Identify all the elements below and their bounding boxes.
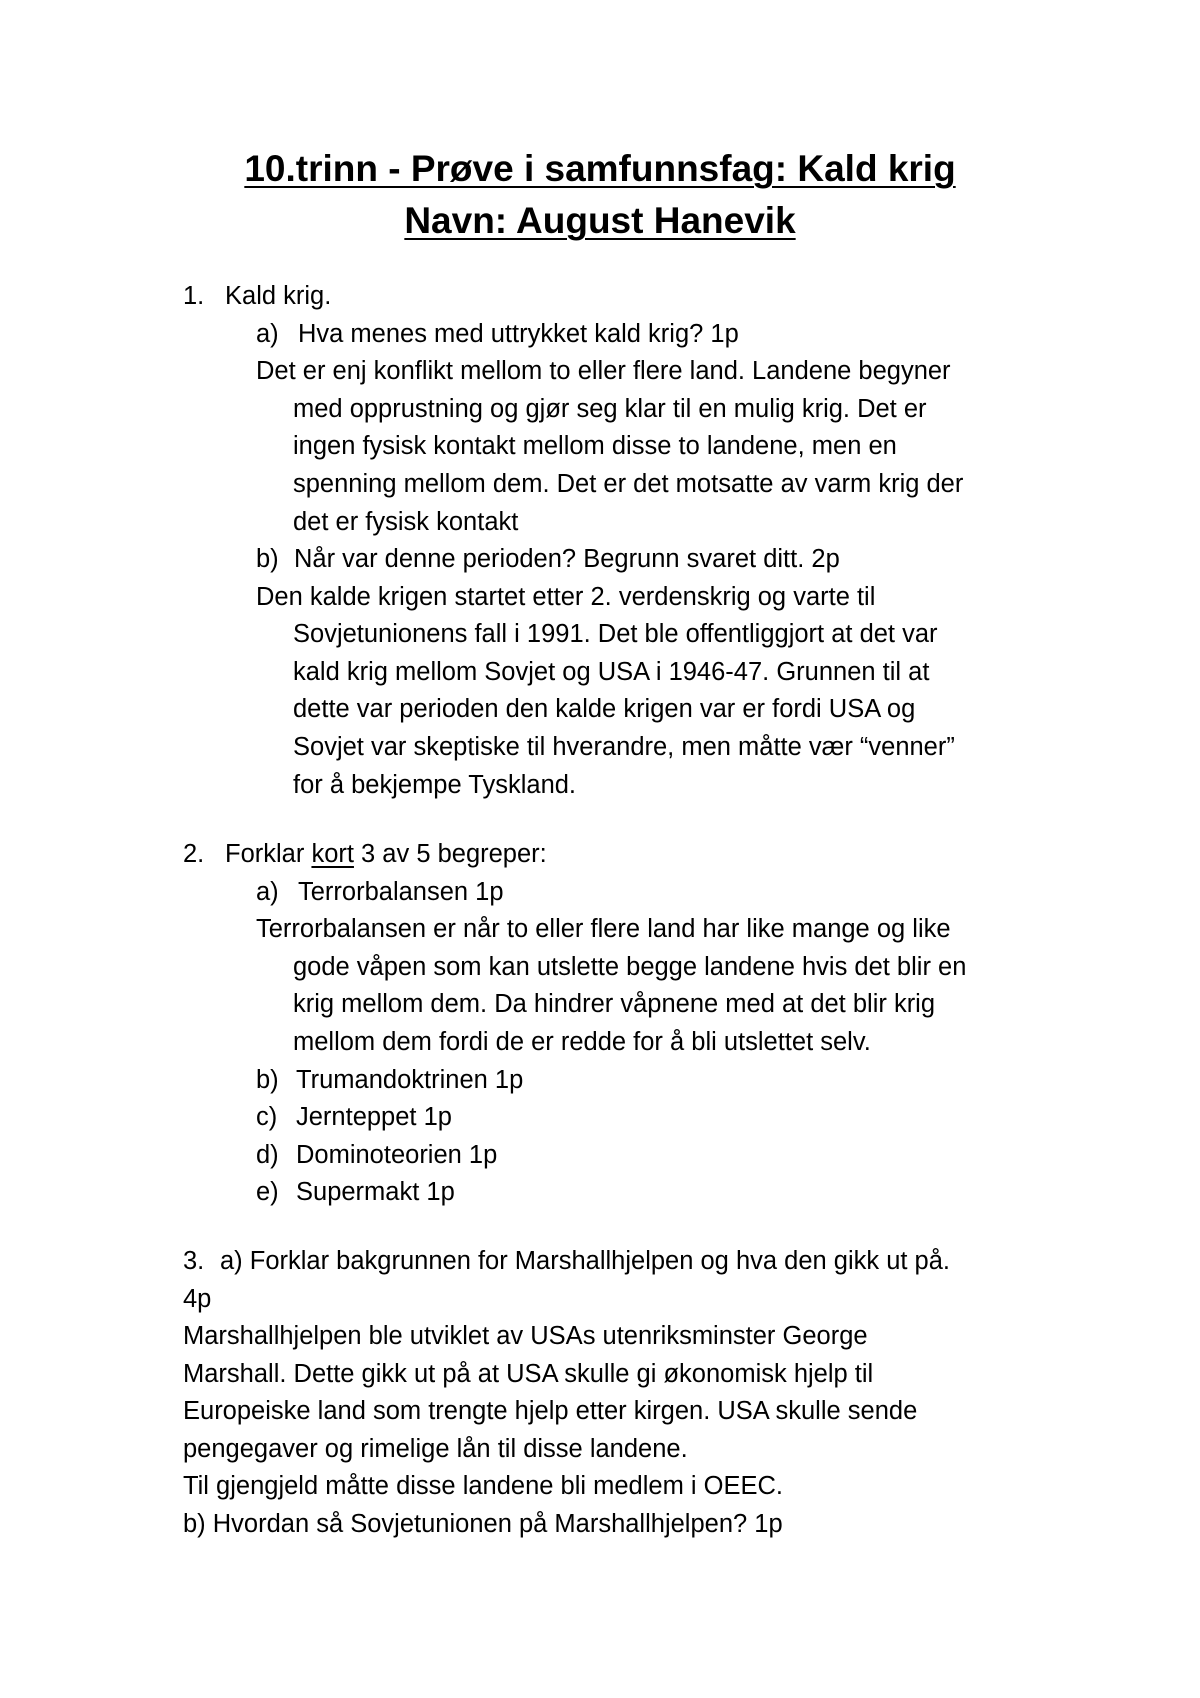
q1a-answer-line: Det er enj konflikt mellom to eller flere land. Landene begyner xyxy=(256,357,951,385)
q2d-marker: d) xyxy=(256,1141,279,1169)
q3a-question-cont: 4p xyxy=(183,1285,212,1313)
q2a-term: Terrorbalansen 1p xyxy=(298,878,504,906)
q1b-question: Når var denne perioden? Begrunn svaret ditt. 2p xyxy=(294,545,840,573)
q1-heading: Kald krig. xyxy=(225,282,332,310)
q2-heading-underlined: kort xyxy=(311,840,354,868)
q2a-answer-line: mellom dem fordi de er redde for å bli utslettet selv. xyxy=(293,1028,871,1056)
q2e-term: Supermakt 1p xyxy=(296,1178,455,1206)
q1a-marker: a) xyxy=(256,320,279,348)
q2b-term: Trumandoktrinen 1p xyxy=(296,1066,524,1094)
q2a-marker: a) xyxy=(256,878,279,906)
q2a-answer-line: Terrorbalansen er når to eller flere land har like mange og like xyxy=(256,915,951,943)
q1b-answer-line: dette var perioden den kalde krigen var er fordi USA og xyxy=(293,695,916,723)
q2-number: 2. xyxy=(183,840,205,868)
q3a-answer-line: Europeiske land som trengte hjelp etter kirgen. USA skulle sende xyxy=(183,1397,918,1425)
q1a-answer-line: spenning mellom dem. Det er det motsatte av varm krig der xyxy=(293,470,964,498)
document-title: 10.trinn - Prøve i samfunnsfag: Kald krig xyxy=(244,148,956,189)
q2e-marker: e) xyxy=(256,1178,279,1206)
q3a-answer-line: pengegaver og rimelige lån til disse landene. xyxy=(183,1435,688,1463)
q3a-question: a) Forklar bakgrunnen for Marshallhjelpen og hva den gikk ut på. xyxy=(220,1247,950,1275)
q3b-question: b) Hvordan så Sovjetunionen på Marshallhjelpen? 1p xyxy=(183,1510,783,1538)
q2-heading xyxy=(225,836,547,874)
q1a-question: Hva menes med uttrykket kald krig? 1p xyxy=(298,320,739,348)
q1b-marker: b) xyxy=(256,545,279,573)
q2c-marker: c) xyxy=(256,1103,278,1131)
q2b-marker: b) xyxy=(256,1066,279,1094)
q2a-answer-line: gode våpen som kan utslette begge landene hvis det blir en xyxy=(293,953,967,981)
q1a-answer-line: med opprustning og gjør seg klar til en mulig krig. Det er xyxy=(293,395,927,423)
q3a-answer-line: Marshallhjelpen ble utviklet av USAs utenriksminster George xyxy=(183,1322,868,1350)
q1b-answer-line: Sovjet var skeptiske til hverandre, men måtte vær “venner” xyxy=(293,733,955,761)
q2-heading-text: Forklar xyxy=(225,840,312,868)
q3-number: 3. xyxy=(183,1247,205,1275)
q2d-term: Dominoteorien 1p xyxy=(296,1141,498,1169)
q3a-answer-line: Til gjengjeld måtte disse landene bli medlem i OEEC. xyxy=(183,1472,784,1500)
q1-number: 1. xyxy=(183,282,205,310)
q1b-answer-line: Sovjetunionens fall i 1991. Det ble offentliggjort at det var xyxy=(293,620,938,648)
q1b-answer-line: for å bekjempe Tyskland. xyxy=(293,771,577,799)
q3a-answer-line: Marshall. Dette gikk ut på at USA skulle gi økonomisk hjelp til xyxy=(183,1360,874,1388)
student-name: Navn: August Hanevik xyxy=(404,200,796,241)
q1a-answer-line: det er fysisk kontakt xyxy=(293,508,519,536)
q2a-answer-line: krig mellom dem. Da hindrer våpnene med at det blir krig xyxy=(293,990,936,1018)
q2-heading-text: 3 av 5 begreper: xyxy=(353,840,547,868)
q1a-answer-line: ingen fysisk kontakt mellom disse to landene, men en xyxy=(293,432,897,460)
q1b-answer-line: Den kalde krigen startet etter 2. verdenskrig og varte til xyxy=(256,583,876,611)
q1b-answer-line: kald krig mellom Sovjet og USA i 1946-47. Grunnen til at xyxy=(293,658,930,686)
q2c-term: Jernteppet 1p xyxy=(296,1103,452,1131)
